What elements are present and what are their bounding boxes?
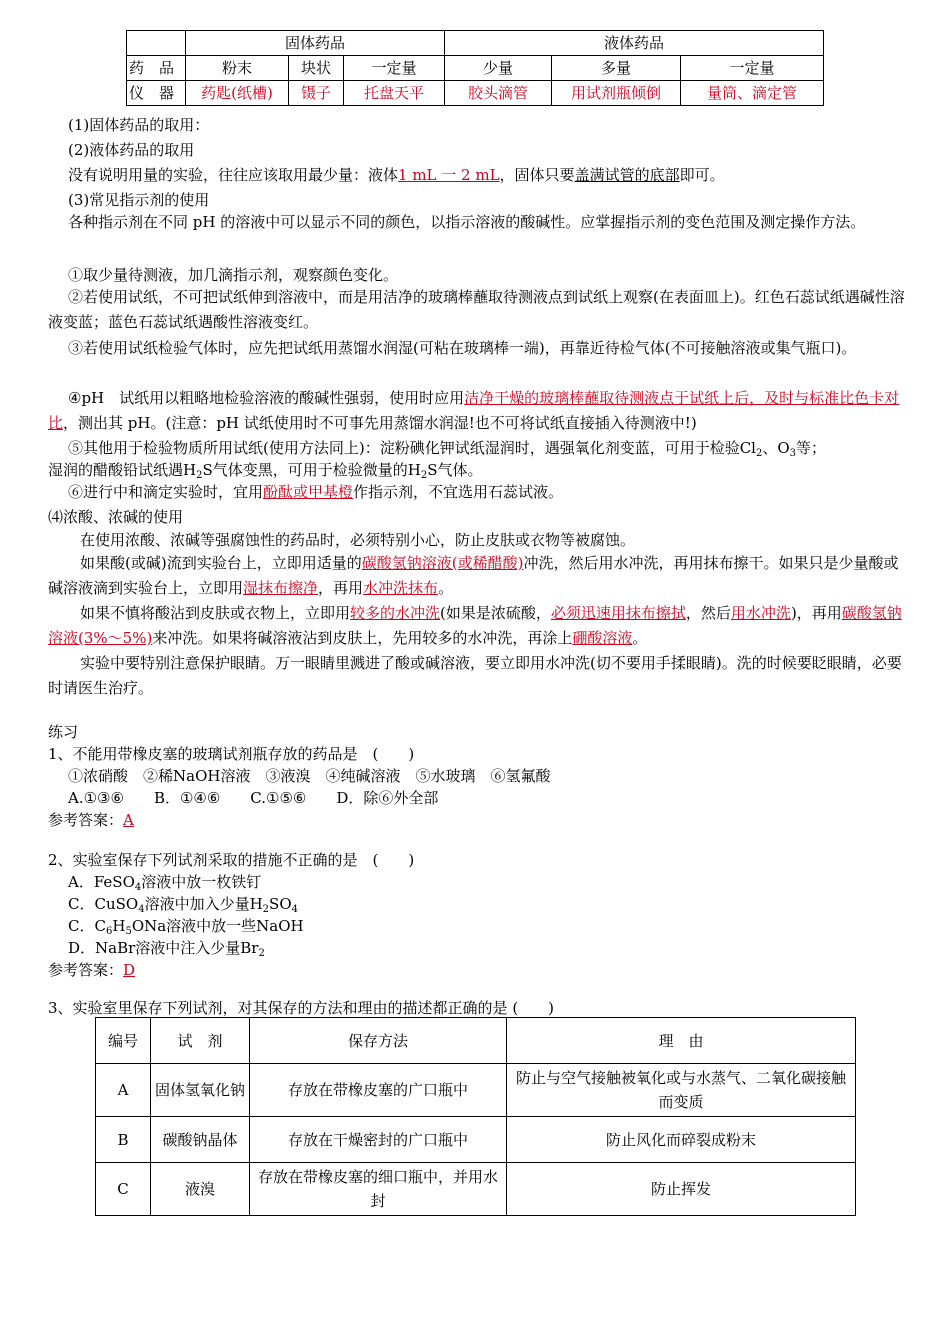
question-2: 2、实验室保存下列试剂采取的措施不正确的是 ( ) bbox=[48, 851, 415, 869]
highlight-red: 洁净干燥的玻璃棒蘸取待测液点于试纸上后，及时与标准比色卡对比 bbox=[48, 389, 900, 432]
text-span: ，固体只要 bbox=[499, 166, 575, 184]
section-2-heading: (2)液体药品的取用 bbox=[68, 141, 195, 159]
row-label-instrument: 仪 器 bbox=[127, 81, 186, 106]
answer-value: D bbox=[123, 961, 136, 979]
section-3-heading: (3)常见指示剂的使用 bbox=[68, 191, 210, 209]
subscript: 2 bbox=[196, 470, 203, 481]
text-span: ④pH 试纸用以粗略地检验溶液的酸碱性强弱，使用时应用 bbox=[68, 389, 465, 407]
practice-title: 练习 bbox=[48, 723, 79, 741]
text-span: 溶液中加入少量H bbox=[144, 895, 263, 913]
table-cell: 存放在干燥密封的广口瓶中 bbox=[250, 1117, 507, 1163]
highlight-red: 必须迅速用抹布擦拭 bbox=[550, 604, 686, 622]
highlight-red: 碳酸氢钠溶液(3%～5%) bbox=[48, 604, 902, 647]
col-powder: 粉末 bbox=[186, 56, 289, 81]
table-cell: C bbox=[96, 1163, 151, 1216]
text-span: S气体变黑，可用于检验微量的H bbox=[202, 461, 421, 479]
text-span: ，然后 bbox=[685, 604, 731, 622]
text-span: 溶液中放一枚铁钉 bbox=[141, 873, 262, 891]
highlight-red: 较多的水冲洗 bbox=[350, 604, 441, 622]
question-3: 3、实验室里保存下列试剂，对其保存的方法和理由的描述都正确的是 ( ) bbox=[48, 999, 555, 1017]
text-span: ，测出其 pH。(注意：pH 试纸使用时不可事先用蒸馏水润湿!也不可将试纸直接插入待测液中!) bbox=[63, 414, 697, 432]
text-span: H bbox=[112, 917, 126, 935]
table-cell: 液溴 bbox=[151, 1163, 250, 1216]
reagent-table bbox=[126, 30, 824, 106]
subscript: 4 bbox=[291, 904, 298, 915]
section-4-heading: ⑷浓酸、浓碱的使用 bbox=[48, 508, 184, 526]
table-cell: 防止风化而碎裂成粉末 bbox=[507, 1117, 856, 1163]
text-span: (如果是浓硫酸， bbox=[440, 604, 551, 622]
text-span: D．NaBr溶液中注入少量Br bbox=[68, 939, 259, 957]
section-3-paragraph: 各种指示剂在不同 pH 的溶液中可以显示不同的颜色，以指示溶液的酸碱性。应掌握指示剂的变色范围及测定操作方法。 bbox=[68, 213, 866, 231]
text-span: 、O bbox=[762, 439, 790, 457]
col-fixed-solid: 一定量 bbox=[344, 56, 445, 81]
subscript: 4 bbox=[134, 882, 142, 893]
highlight-red: 硼酸溶液 bbox=[572, 629, 633, 647]
answer-1 bbox=[48, 810, 134, 830]
text-span: 冲洗，然后用水冲洗，再用抹布擦干。如果只是少量酸或碱溶液滴到实验台上，立即用 bbox=[48, 554, 899, 597]
header-liquid: 液体药品 bbox=[445, 31, 824, 56]
section-4-p1: 在使用浓酸、浓碱等强腐蚀性的药品时，必须特别小心，防止皮肤或衣物等被腐蚀。 bbox=[80, 531, 636, 549]
section-4-p2 bbox=[48, 551, 910, 601]
text-span: ⑥进行中和滴定实验时，宜用 bbox=[68, 483, 264, 501]
indicator-item-1: ①取少量待测液，加几滴指示剂，观察颜色变化。 bbox=[68, 266, 399, 284]
text-span: 没有说明用量的实验，往往应该取用最少量：液体 bbox=[68, 166, 399, 184]
col-large: 多量 bbox=[552, 56, 681, 81]
table-cell: B bbox=[96, 1117, 151, 1163]
table-cell: A bbox=[96, 1064, 151, 1117]
answer-label: 参考答案： bbox=[48, 811, 124, 829]
highlight-red: 湿抹布擦净 bbox=[243, 579, 319, 597]
text-span: C．C bbox=[68, 917, 106, 935]
subscript: 2 bbox=[420, 470, 428, 481]
section-4-p3 bbox=[48, 601, 910, 651]
indicator-item-6 bbox=[68, 482, 563, 502]
instrument-cell: 药匙(纸槽) bbox=[186, 81, 289, 106]
instrument-cell: 用试剂瓶倾倒 bbox=[552, 81, 681, 106]
answer-label: 参考答案： bbox=[48, 961, 124, 979]
text-span: 作指示剂，不宜选用石蕊试液。 bbox=[353, 483, 564, 501]
header-solid: 固体药品 bbox=[186, 31, 445, 56]
text-span: A．FeSO bbox=[68, 873, 135, 891]
text-span: C．CuSO bbox=[68, 895, 139, 913]
subscript: 2 bbox=[755, 448, 763, 459]
text-span: S气体。 bbox=[427, 461, 483, 479]
text-span: )，再用 bbox=[790, 604, 842, 622]
text-span: ⑤其他用于检验物质所用试纸(使用方法同上)：淀粉碘化钾试纸湿润时，遇强氧化剂变蓝，可用于检验Cl bbox=[68, 439, 756, 457]
text-span: ，再用 bbox=[318, 579, 364, 597]
section-1-heading: (1)固体药品的取用： bbox=[68, 116, 210, 134]
table-cell: 碳酸钠晶体 bbox=[151, 1117, 250, 1163]
text-span: SO bbox=[269, 895, 292, 913]
subscript: 5 bbox=[125, 926, 132, 937]
text-span: 湿润的醋酸铅试纸遇H bbox=[48, 461, 197, 479]
indicator-item-3: ③若使用试纸检验气体时，应先把试纸用蒸馏水润湿(可粘在玻璃棒一端)，再靠近待检气体(不可接触溶液或集气瓶口)。 bbox=[68, 339, 857, 357]
text-span: ONa溶液中放一些NaOH bbox=[131, 917, 304, 935]
highlight-red: 1 mL 一 2 mL bbox=[398, 166, 500, 184]
table-header: 试 剂 bbox=[151, 1018, 250, 1064]
text-span: 来冲洗。如果将碱溶液沾到皮肤上，先用较多的水冲洗，再涂上 bbox=[152, 629, 573, 647]
section-4-p4: 实验中要特别注意保护眼睛。万一眼睛里溅进了酸或碱溶液，要立即用水冲洗(切不要用手揉眼睛)。洗的时候要眨眼睛，必要时请医生治疗。 bbox=[48, 654, 902, 697]
col-fixed-liquid: 一定量 bbox=[681, 56, 824, 81]
answer-value: A bbox=[123, 811, 134, 829]
instrument-cell: 量筒、滴定管 bbox=[681, 81, 824, 106]
subscript: 2 bbox=[258, 948, 265, 959]
indicator-item-2: ②若使用试纸，不可把试纸伸到溶液中，而是用洁净的玻璃棒蘸取待测液点到试纸上观察(在表面皿上)。红色石蕊试纸遇碱性溶液变蓝；蓝色石蕊试纸遇酸性溶液变红。 bbox=[48, 288, 905, 331]
col-block: 块状 bbox=[289, 56, 344, 81]
table-cell: 存放在带橡皮塞的细口瓶中，并用水封 bbox=[250, 1163, 507, 1216]
instrument-cell: 托盘天平 bbox=[344, 81, 445, 106]
table-cell: 防止与空气接触被氧化或与水蒸气、二氧化碳接触而变质 bbox=[507, 1064, 856, 1117]
subscript: 2 bbox=[262, 904, 270, 915]
table-header: 编号 bbox=[96, 1018, 151, 1064]
highlight-red: 水冲洗抹布 bbox=[363, 579, 439, 597]
text-span: 如果酸(或碱)流到实验台上，立即用适量的 bbox=[80, 554, 362, 572]
text-span: 等； bbox=[796, 439, 827, 457]
subscript: 3 bbox=[789, 448, 797, 459]
section-2-text bbox=[68, 165, 725, 185]
instrument-cell: 镊子 bbox=[289, 81, 344, 106]
text-span: 即可。 bbox=[679, 166, 725, 184]
subscript: 6 bbox=[105, 926, 113, 937]
instrument-cell: 胶头滴管 bbox=[445, 81, 552, 106]
highlight-red: 碳酸氢钠溶液(或稀醋酸) bbox=[361, 554, 524, 572]
text-span: 。 bbox=[438, 579, 454, 597]
table-cell: 存放在带橡皮塞的广口瓶中 bbox=[250, 1064, 507, 1117]
row-label-drug: 药 品 bbox=[127, 56, 186, 81]
table-header: 保存方法 bbox=[250, 1018, 507, 1064]
answer-2 bbox=[48, 960, 135, 980]
table-header: 理 由 bbox=[507, 1018, 856, 1064]
table-cell: 防止挥发 bbox=[507, 1163, 856, 1216]
question-1-items: ①浓硝酸 ②稀NaOH溶液 ③液溴 ④纯碱溶液 ⑤水玻璃 ⑥氢氟酸 bbox=[68, 767, 551, 785]
col-small: 少量 bbox=[445, 56, 552, 81]
text-span: 。 bbox=[632, 629, 648, 647]
table-cell: 固体氢氧化钠 bbox=[151, 1064, 250, 1117]
indicator-item-4 bbox=[48, 386, 910, 436]
underline-text: 盖满试管的底部 bbox=[574, 166, 680, 184]
highlight-red: 酚酞或甲基橙 bbox=[263, 483, 354, 501]
highlight-red: 用水冲洗 bbox=[730, 604, 791, 622]
question-1-options: A.①③⑥ B．①④⑥ C.①⑤⑥ D．除⑥外全部 bbox=[68, 789, 439, 807]
text-span: 如果不慎将酸沾到皮肤或衣物上，立即用 bbox=[80, 604, 351, 622]
question-3-table bbox=[95, 1017, 856, 1216]
subscript: 4 bbox=[138, 904, 145, 915]
question-1: 1、不能用带橡皮塞的玻璃试剂瓶存放的药品是 ( ) bbox=[48, 745, 415, 763]
